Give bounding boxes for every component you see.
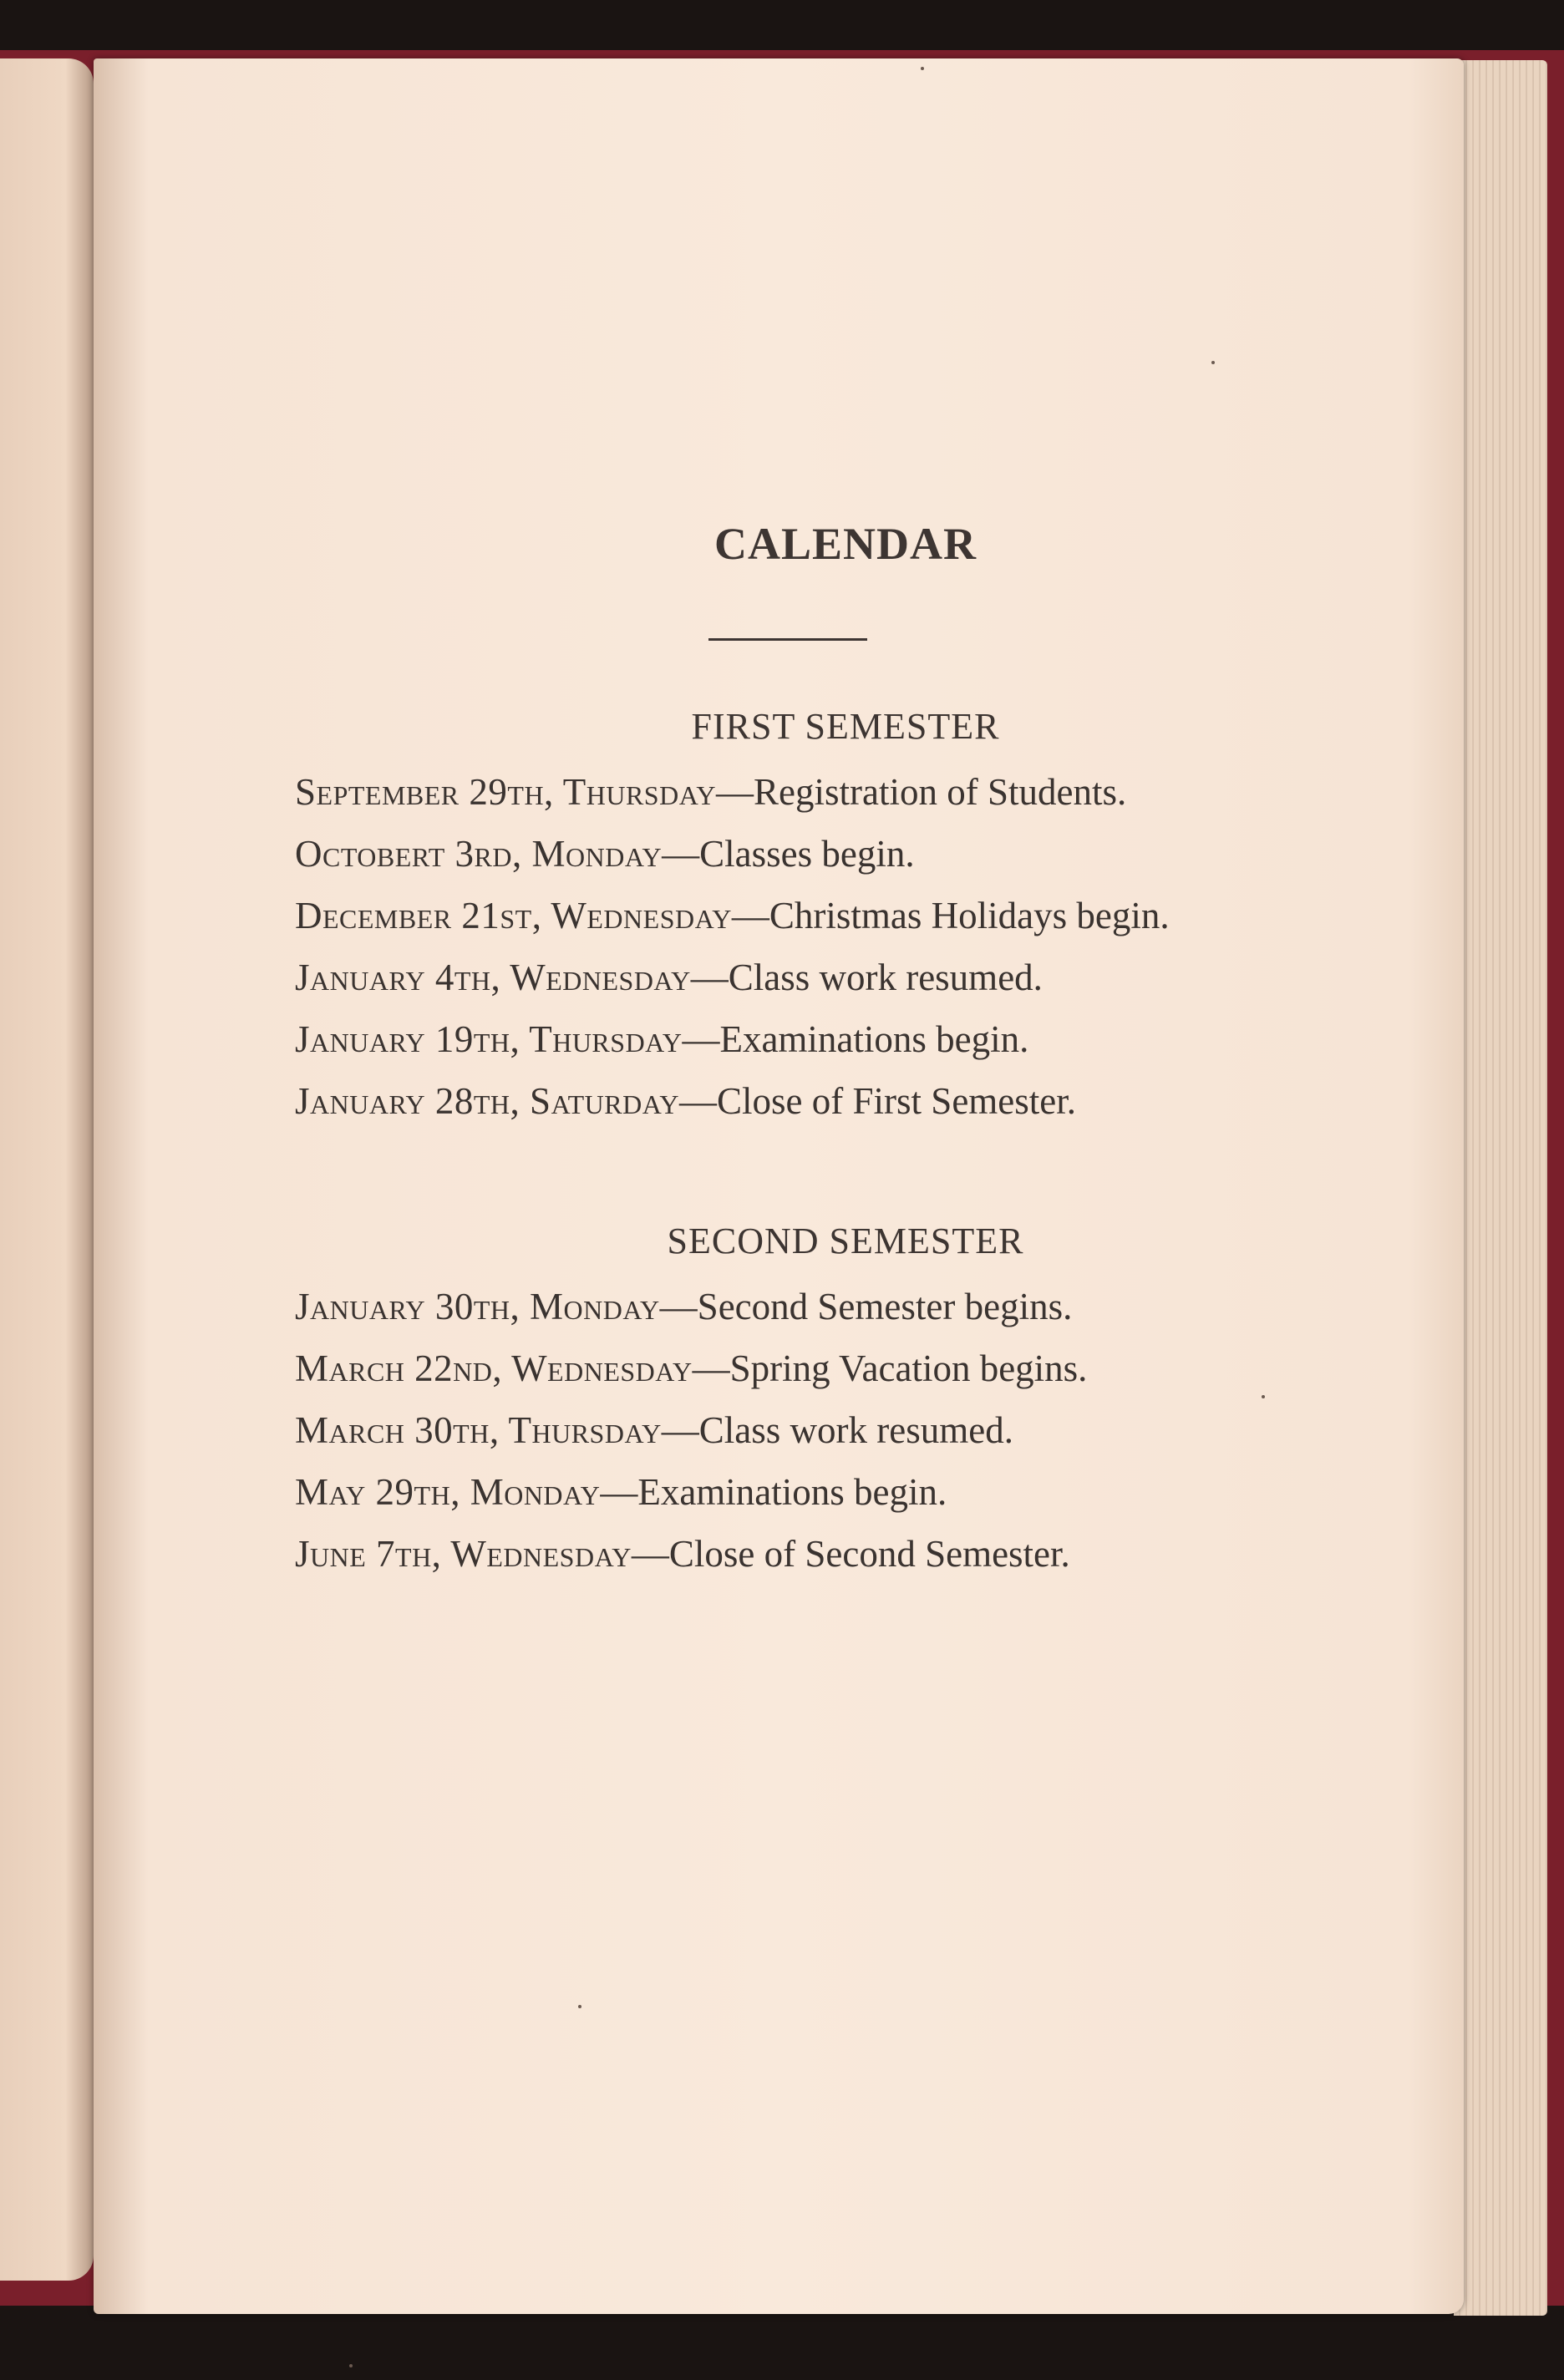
entry-date: December 21st, Wednesday [295, 895, 732, 936]
entry-event: —Examinations begin. [600, 1471, 947, 1513]
entry-date: June 7th, Wednesday [295, 1533, 632, 1575]
entry-event: —Second Semester begins. [659, 1286, 1073, 1327]
entry-date: Octobert 3rd, Monday [295, 833, 663, 875]
entry-event: —Close of First Semester. [679, 1080, 1077, 1122]
entry-date: January 30th, Monday [295, 1286, 660, 1327]
title-rule [708, 638, 867, 641]
page-stack-edge [1454, 60, 1547, 2316]
calendar-entry [295, 894, 1170, 937]
calendar-entry [295, 832, 915, 875]
entry-date: January 19th, Thursday [295, 1018, 683, 1060]
entry-event: —Registration of Students. [715, 771, 1127, 813]
entry-event: —Christmas Holidays begin. [731, 895, 1170, 936]
entry-event: —Examinations begin. [682, 1018, 1029, 1060]
calendar-entry [295, 1285, 1072, 1328]
entry-event: —Class work resumed. [661, 1409, 1013, 1451]
paper-speck [1262, 1395, 1265, 1398]
page-title: CALENDAR [713, 519, 978, 569]
paper-speck [921, 67, 924, 70]
paper-speck [1211, 361, 1215, 364]
entry-date: January 4th, Wednesday [295, 957, 691, 998]
entry-event: —Close of Second Semester. [631, 1533, 1070, 1575]
entry-event: —Spring Vacation begins. [692, 1347, 1088, 1389]
entry-event: —Class work resumed. [690, 957, 1043, 998]
calendar-entry [295, 1017, 1028, 1061]
entry-date: September 29th, Thursday [295, 771, 716, 813]
calendar-page [94, 58, 1464, 2314]
calendar-entry [295, 770, 1126, 814]
section-heading-first-semester: FIRST SEMESTER [691, 706, 1000, 747]
entry-event: —Classes begin. [662, 833, 915, 875]
entry-date: March 22nd, Wednesday [295, 1347, 693, 1389]
paper-speck [349, 2364, 353, 2367]
calendar-entry [295, 956, 1043, 999]
calendar-entry [295, 1532, 1070, 1576]
paper-speck [578, 2005, 581, 2008]
entry-date: January 28th, Saturday [295, 1080, 680, 1122]
calendar-entry [295, 1408, 1013, 1452]
left-page-edge [0, 58, 94, 2281]
entry-date: March 30th, Thursday [295, 1409, 662, 1451]
calendar-entry [295, 1347, 1087, 1390]
calendar-entry [295, 1470, 947, 1514]
calendar-entry [295, 1079, 1076, 1123]
entry-date: May 29th, Monday [295, 1471, 601, 1513]
section-heading-second-semester: SECOND SEMESTER [667, 1220, 1024, 1261]
